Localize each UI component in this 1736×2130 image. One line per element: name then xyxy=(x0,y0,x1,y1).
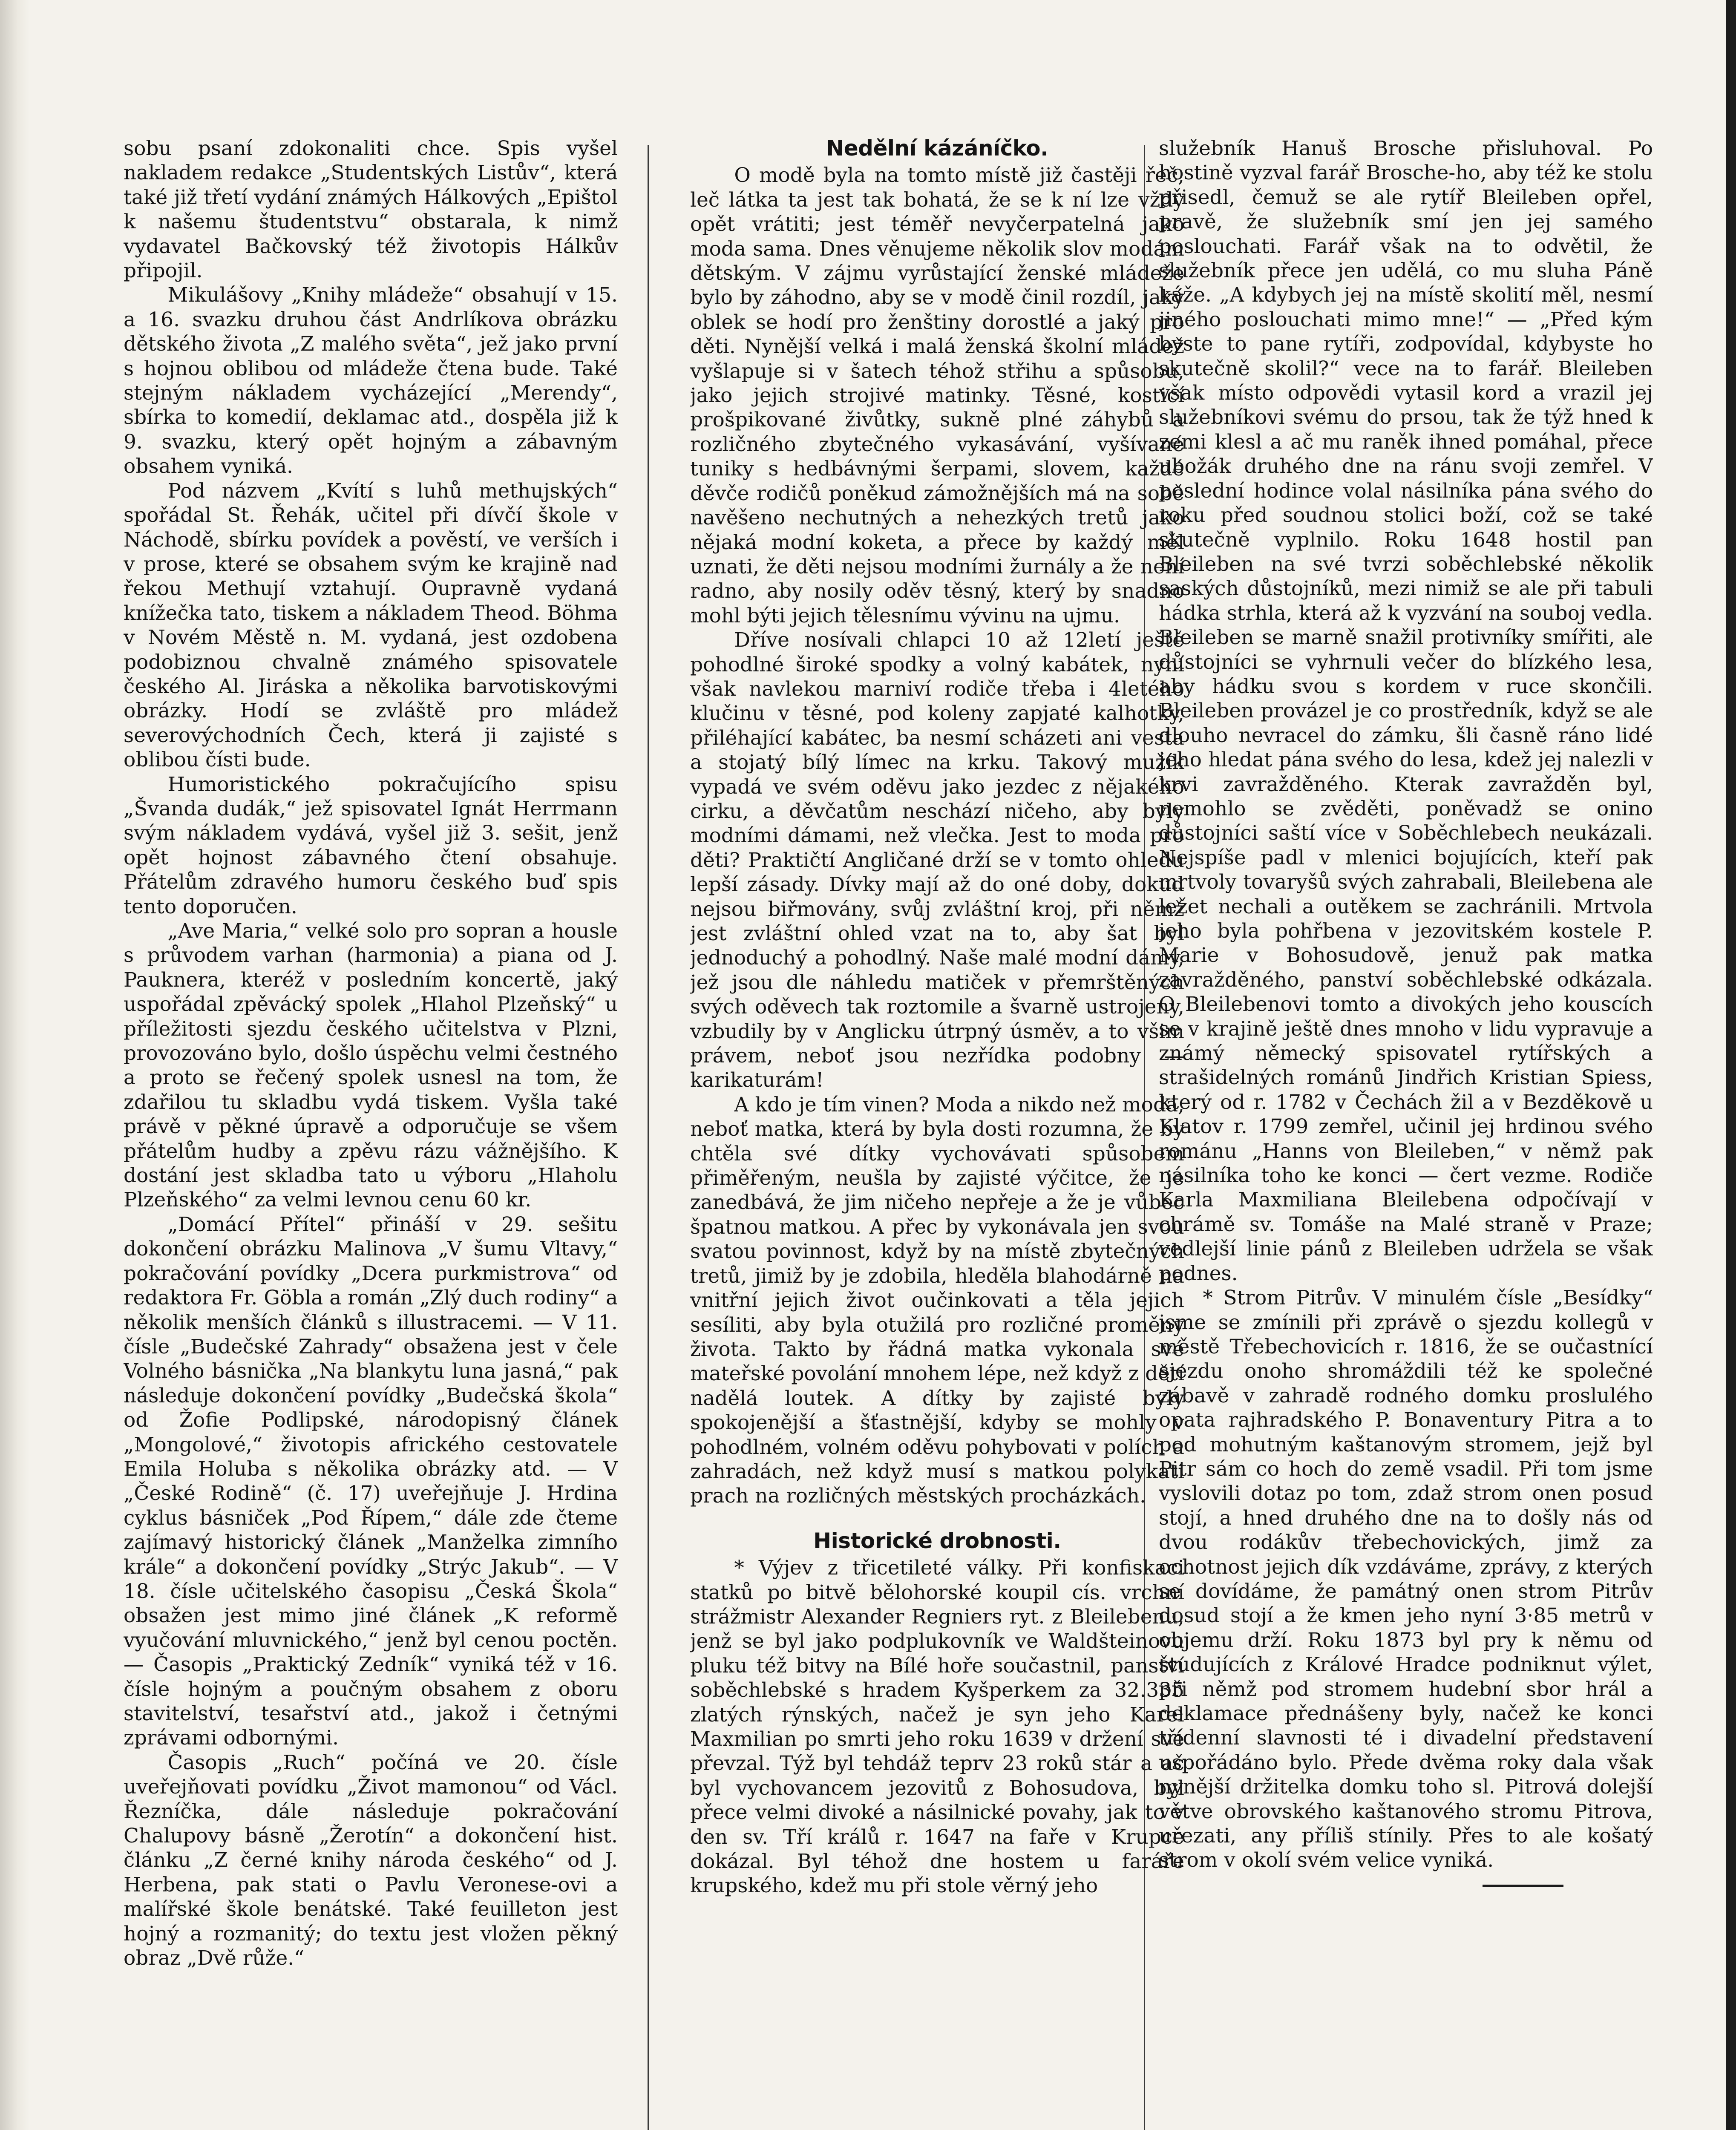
section-heading: Historické drobnosti. xyxy=(813,1528,1061,1553)
paragraph: sobu psaní zdokonaliti chce. Spis vyšel nakladem redakce „Studentských Listův“, která také již třetí vydání známých Hálkových „Epištol k našemu študentstvu“ obstarala, k nimž vydavatel Bačkovský též životopis Hálkův připojil. xyxy=(124,137,618,283)
paragraph: „Ave Maria,“ velké solo pro sopran a housle s průvodem varhan (harmonia) a piana od J. Pauknera, kteréž v posledním koncertě, jaký uspořádal zpěvácký spolek „Hlahol Plzeňský“ u příležitosti sjezdu českého učitelstva v Plzni, provozováno bylo, došlo úspěchu velmi čestného a proto se řečený spolek usnesl na tom, že zdařilou tu skladbu vydá tiskem. Vyšla také právě v pěkné úpravě a odporučuje se všem přátelům hudby a zpěvu rázu vážnějšího. K dostání jest skladba tato u výboru „Hlaholu Plzeňského“ za velmi levnou cenu 60 kr. xyxy=(124,919,618,1212)
column-3 xyxy=(1159,136,1653,2130)
page-edge-left xyxy=(0,0,30,2130)
paragraph: O modě byla na tomto místě již častěji řeč, leč látka ta jest tak bohatá, že se k ní lze vždy opět vrátiti; jest téměř nevyčerpatelná jako moda sama. Dnes věnujeme několik slov modám dětským. V zájmu vyrůstající ženské mládeže bylo by záhodno, aby se v modě činil rozdíl, jaký oblek se hodí pro ženštiny dorostlé a jaký pro děti. Nynější velká i malá ženská školní mládež vyšlapuje si v šatech téhož střihu a spůsobu, jako jejich strojivé matinky. Těsné, kosticí prošpikované živůtky, sukně plné záhybů a rozličného zbytečného vykasávání, vyšívané tuniky s hedbávnými šerpami, slovem, každé děvče rodičů poněkud zámožnějších má na sobě navěšeno nechutných a nehezkých tretů jako nějaká modní koketa, a přece by každý měl uznati, že děti nejsou modními žurnály a že není radno, aby nosily oděv těsný, který by snadno mohl býti jejich tělesnímu vývinu na ujmu. xyxy=(690,164,1184,627)
column-2 xyxy=(690,136,1184,2130)
column-1 xyxy=(124,136,618,2130)
paragraph: A kdo je tím vinen? Moda a nikdo než moda, neboť matka, která by byla dosti rozumna, že by chtěla své dítky vychovávati spůsobem přiměřeným, neušla by zajisté výčitce, že je zanedbává, že jim ničeho nepřeje a že je vůbec špatnou matkou. A přec by vykonávala jen svou svatou povinnost, když by na místě zbytečných tretů, jimiž by je zdobila, hleděla blahodárně na vnitřní jejich život oučinkovati a těla jejich sesíliti, aby byla otužilá pro rozličné proměny života. Takto by řádná matka vykonala své mateřské povolání mnohem lépe, než když z dětí nadělá loutek. A dítky by zajisté byly spokojenější a šťastnější, kdyby se mohly v pohodlném, volném oděvu pohybovati v polích a zahradách, než když musí s matkou polykati prach na rozličných městských procházkách. xyxy=(690,1093,1184,1508)
section-heading: Nedělní kázáníčko. xyxy=(826,136,1048,161)
column-divider xyxy=(648,145,649,2130)
paragraph: * Výjev z třicetileté války. Při konfiskaci statků po bitvě bělohorské koupil cís. vrchní strážmistr Alexander Regniers ryt. z Bleilebenu, jenž se byl jako podplukovník ve Waldšteinovu pluku též bitvy na Bílé hoře součastnil, panství soběchlebské s hradem Kyšperkem za 32.335 zlatých rýnských, načež je syn jeho Karel Maxmilian po smrti jeho roku 1639 v držení své převzal. Týž byl tehdáž teprv 23 roků stár a ač byl vychovancem jezovitů z Bohosudova, byl přece velmi divoké a násilnické povahy, jak to v den sv. Tří králů r. 1647 na faře v Krupce dokázal. Byl téhož dne hostem u faráře krupského, kdež mu při stole věrný jeho xyxy=(690,1556,1184,1898)
paragraph: „Domácí Přítel“ přináší v 29. sešitu dokončení obrázku Malinova „V šumu Vltavy,“ pokračování povídky „Dcera purkmistrova“ od redaktora Fr. Göbla a román „Zlý duch rodiny“ a několik menších článků s illustracemi. — V 11. čísle „Budečské Zahrady“ obsažena jest v čele Volného básnička „Na blankytu luna jasná,“ pak následuje dokončení povídky „Budečská škola“ od Žofie Podlipské, národopisný článek „Mongolové,“ životopis afrického cestovatele Emila Holuba s několika obrázky atd. — V „České Rodině“ (č. 17) uveřejňuje J. Hrdina cyklus básniček „Pod Řípem,“ dále zde čteme zajímavý historický článek „Manželka zimního krále“ a dokončení povídky „Strýc Jakub“. — V 18. čísle učitelského časopisu „Česká Škola“ obsažen jest mimo jiné článek „K reformě vyučování mluvnického,“ jenž byl cenou poctěn. — Časopis „Praktický Zedník“ vyniká též v 16. čísle hojným a poučným obsahem z oboru stavitelství, tesařství atd., jakož i četnými zprávami odbornými. xyxy=(124,1212,618,1750)
paragraph: Humoristického pokračujícího spisu „Švanda dudák,“ jež spisovatel Ignát Herrmann svým nákladem vydává, vyšel již 3. sešit, jenž opět hojnost zábavného čtení obsahuje. Přátelům zdravého humoru českého buď spis tento doporučen. xyxy=(124,772,618,918)
paragraph: * Strom Pitrův. V minulém čísle „Besídky“ jsme se zmínili při zprávě o sjezdu kollegů v městě Třebechovicích r. 1816, že se oučastnící sjezdu onoho shromáždili též ke společné zábavě v zahradě rodného domku proslulého opata rajhradského P. Bonaventury Pitra a to pod mohutným kaštanovým stromem, jejž byl Pitr sám co hoch do země vsadil. Při tom jsme vyslovili dotaz po tom, zdaž strom onen posud stojí, a hned druhého dne na to došly nás od dvou rodákův třebechovických, jimž za ochotnost jejich dík vzdáváme, zprávy, z kterých se dovídáme, že památný onen strom Pitrův dosud stojí a že kmen jeho nyní 3·85 metrů v objemu drží. Roku 1873 byl pry k němu od študujících z Králové Hradce podniknut výlet, při němž pod stromem hudební sbor hrál a deklamace přednášeny byly, načež ke konci třídenní slavnosti té i divadelní představení uspořádáno bylo. Přede dvěma roky dala však nynější držitelka domku toho sl. Pitrová dolejší větve obrovského kaštanového stromu Pitrova, uřezati, any příliš stínily. Přes to ale košatý strom v okolí svém velice vyniká. xyxy=(1159,1286,1653,1872)
end-rule xyxy=(1483,1885,1563,1887)
paragraph: Mikulášovy „Knihy mládeže“ obsahují v 15. a 16. svazku druhou část Andrlíkova obrázku dětského života „Z malého světa“, jež jako první s hojnou oblibou od mládeže čtena bude. Také stejným nákladem vycházející „Merendy“, sbírka to komedií, deklamac atd., dospěla již k 9. svazku, který opět hojným a zábavným obsahem vyniká. xyxy=(124,283,618,478)
paragraph: služebník Hanuš Brosche přisluhoval. Po hostině vyzval farář Brosche-ho, aby též ke stolu přisedl, čemuž se ale rytíř Bleileben opřel, pravě, že služebník smí jen jej samého poslouchati. Farář však na to odvětil, že služebník přece jen udělá, co mu sluha Páně káže. „A kdybych jej na místě skolití měl, nesmí jiného poslouchati mimo mne!“ — „Před kým byste to pane rytíři, zodpovídal, kdybyste ho skutečně skolil?“ vece na to farář. Bleileben však místo odpovědi vytasil kord a vrazil jej služebníkovi svému do prsou, tak že týž hned k zemi klesl a ač mu raněk ihned pomáhal, přece ubožák druhého dne na ránu svoji zemřel. V poslední hodince volal násilníka pána svého do roku před soudnou stolici boží, což se také skutečně vyplnilo. Roku 1648 hostil pan Bleileben na své tvrzi soběchlebské několik saských důstojníků, mezi nimiž se ale při tabuli hádka strhla, která až k vyzvání na souboj vedla. Bleileben se marně snažil protivníky smířiti, ale důstojníci se vyhrnuli večer do blízkého lesa, aby hádku svou s kordem v ruce skončili. Bleileben provázel je co prostředník, když se ale dlouho nevracel do zámku, šli časně ráno lidé jeho hledat pána svého do lesa, kdež jej nalezli v krvi zavražděného. Kterak zavražděn byl, nemohlo se zvěděti, poněvadž se onino důstojníci saští více v Soběchlebech neukázali. Nejspíše padl v mlenici bojujících, kteří pak mrtvoly tovaryšů svých zahrabali, Bleilebena ale ležet nechali a outěkem se zachránili. Mrtvola jeho byla pohřbena v jezovitském kostele P. Marie v Bohosudově, jenuž pak matka zavražděného, panství soběchlebské odkázala. O Bleilebenovi tomto a divokých jeho kouscích se v krajině ještě dnes mnoho v lidu vypravuje a známý německý spisovatel rytířských a strašidelných románů Jindřich Kristian Spiess, který od r. 1782 v Čechách žil a v Bezděkově u Klatov r. 1799 zemřel, učinil jej hrdinou svého románu „Hanns von Bleileben,“ v němž pak násilníka toho ke konci — čert vezme. Rodiče Karla Maxmiliana Bleilebena odpočívají v chrámě sv. Tomáše na Malé straně v Praze; vedlejší linie pánů z Bleileben udržela se však podnes. xyxy=(1159,137,1653,1285)
paragraph: Časopis „Ruch“ počíná ve 20. čísle uveřejňovati povídku „Život mamonou“ od Václ. Řezníčka, dále následuje pokračování Chalupovy básně „Žerotín“ a dokončení hist. článku „Z černé knihy národa českého“ od J. Herbena, pak stati o Pavlu Veronese-ovi a malířské škole benátské. Také feuilleton jest hojný a rozmanitý; do textu jest vložen pěkný obraz „Dvě růže.“ xyxy=(124,1750,618,1970)
paragraph: Pod názvem „Kvítí s luhů methujských“ spořádal St. Řehák, učitel při dívčí škole v Náchodě, sbírku povídek a pověstí, ve verších i v prose, které se obsahem svým ke krajině nad řekou Methují vztahují. Oupravně vydaná knížečka tato, tiskem a nákladem Theod. Böhma v Novém Městě n. M. vydaná, jest ozdobena podobiznou chvalně známého spisovatele českého Al. Jiráska a několika barvotiskovými obrázky. Hodí se zvláště pro mládež severovýchodních Čech, která ji zajisté s oblibou čísti bude. xyxy=(124,479,618,772)
newspaper-page xyxy=(124,136,1657,2130)
page-edge-right xyxy=(1726,0,1736,2130)
paragraph: Dříve nosívali chlapci 10 až 12letí ještě pohodlné široké spodky a volný kabátek, nyní však navlekou marniví rodiče třeba i 4letého klučinu v těsné, pod koleny zapjaté kalhotky, přiléhající kabátec, ba nesmí scházeti ani vesta a stojatý bílý límec na krku. Takový mužík vypadá ve svém oděvu jako jezdec z nějakého cirku, a děvčatům neschází ničeho, aby byly modními dámami, než vlečka. Jest to moda pro děti? Praktičtí Angličané drží se v tomto ohledu lepší zásady. Dívky mají až do oné doby, dokud nejsou biřmovány, svůj zvláštní kroj, při němž jest zvláštní ohled vzat na to, aby šat byl jednoduchý a pohodlný. Naše malé modní dámy, jež jsou dle náhledu matiček v přemrštěných svých oděvech tak roztomile a švarně ustrojeny, vzbudily by v Anglicku útrpný úsměv, a to všim právem, neboť jsou nezřídka podobny — karikaturám! xyxy=(690,628,1184,1092)
